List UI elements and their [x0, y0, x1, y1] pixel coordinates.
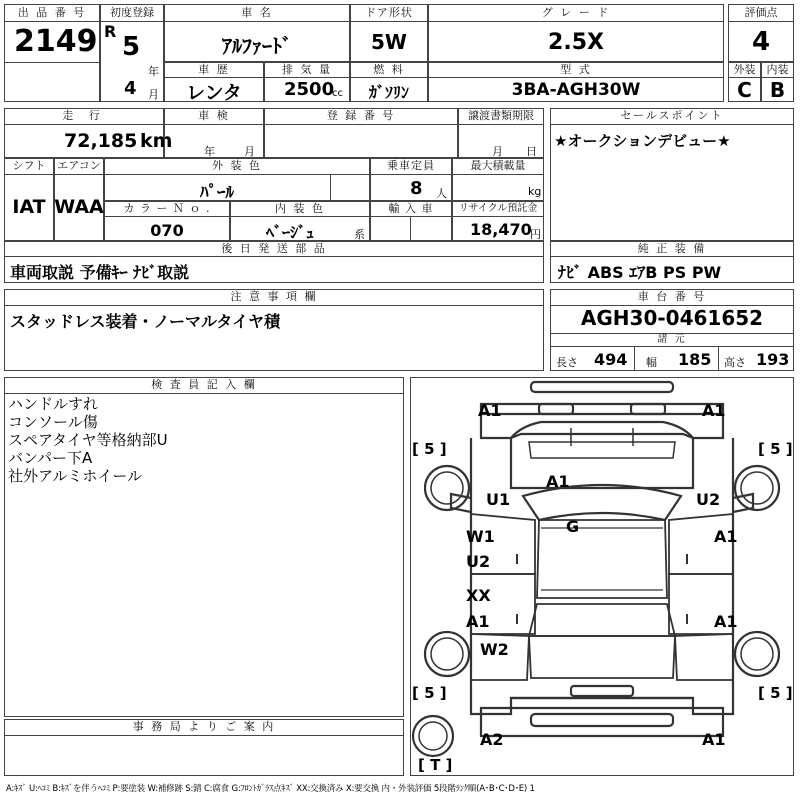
later-parts-text: 車両取説 予備ｷｰ ﾅﾋﾞ取説 [10, 263, 190, 282]
interior-grade: B [769, 78, 786, 102]
lot-number: 2149 [14, 24, 98, 59]
grade-value: 2.5X [548, 30, 604, 55]
import-label: 輸 入 車 [388, 202, 434, 215]
notes-text: スタッドレス装着・ノーマルタイヤ積 [10, 312, 281, 331]
ac-value: WAA [54, 196, 104, 218]
reg-month: 4 [124, 78, 137, 99]
mark-door-fl2: U2 [466, 552, 491, 571]
mark-spare: [ T ] [418, 756, 453, 774]
mark-door-fr: A1 [714, 527, 738, 546]
model-label: 車 名 [241, 6, 273, 19]
mark-fender-left: U1 [486, 490, 511, 509]
interior-color-value: ﾍﾞｰｼﾞｭ [265, 223, 314, 242]
sales-point-cell [550, 108, 794, 241]
height-label: 高さ [724, 356, 746, 369]
exterior-color-label: 外 装 色 [212, 159, 262, 172]
mark-tire-rr: [ 5 ] [758, 684, 793, 702]
interior-color-label: 内 装 色 [275, 202, 325, 215]
capacity-label: 乗車定員 [387, 159, 435, 172]
mark-door-rr: A1 [714, 612, 738, 631]
door-label: ドア形状 [365, 6, 413, 19]
color-no-value: 070 [150, 221, 184, 240]
recycle-value: 18,470 [470, 220, 532, 239]
grade-label: グ レ ー ド [541, 6, 611, 19]
equipment-text: ﾅﾋﾞ ABS ｴｱB PS PW [558, 263, 722, 282]
inspector-line: コンソール傷 [8, 413, 98, 431]
interior-color-unit: 系 [354, 228, 365, 241]
displacement-label: 排 気 量 [282, 63, 332, 76]
sales-point-text: ★オークションデビュー★ [554, 132, 731, 150]
mark-quarter-left: W2 [480, 640, 509, 659]
mileage-label: 走 行 [62, 109, 106, 122]
capacity-value: 8 [410, 178, 423, 199]
era: R [104, 22, 117, 41]
mark-front-left: A1 [478, 401, 502, 420]
mark-fender-right: U2 [696, 490, 721, 509]
width-label: 幅 [646, 356, 657, 369]
dims-label: 諸 元 [657, 334, 687, 345]
inspection-month-unit: 月 [244, 145, 255, 158]
capacity-unit: 人 [436, 187, 447, 200]
fuel-label: 燃 料 [373, 63, 405, 76]
displacement-unit: cc [332, 88, 343, 99]
model-name: ｱﾙﾌｧｰﾄﾞ [222, 34, 292, 58]
inspector-line: スペアタイヤ等格納部U [8, 431, 168, 449]
inspector-label: 検 査 員 記 入 欄 [151, 378, 257, 391]
shift-value: IAT [12, 196, 46, 218]
exterior-grade: C [737, 78, 752, 102]
length-value: 494 [594, 350, 628, 369]
exterior-grade-label: 外装 [733, 63, 756, 76]
history-label: 車 歴 [198, 63, 230, 76]
type-label: 型 式 [560, 63, 592, 76]
mark-front-right: A1 [702, 401, 726, 420]
office-label: 事 務 局 よ り ご 案 内 [132, 720, 276, 733]
inspection-label: 車 検 [198, 109, 230, 122]
max-load-label: 最大積載量 [470, 159, 526, 172]
mileage-unit: km [140, 130, 173, 152]
inspector-line: 社外アルミホイール [8, 467, 143, 485]
height-value: 193 [756, 350, 790, 369]
score-label: 評価点 [744, 6, 778, 19]
length-label: 長さ [556, 356, 578, 369]
inspector-line: ハンドルすれ [8, 395, 99, 413]
inspector-line: バンパー下A [8, 449, 93, 467]
notes-label: 注 意 事 項 欄 [230, 290, 318, 303]
mark-rear-right: A1 [702, 730, 726, 749]
reg-month-unit: 月 [148, 88, 159, 101]
displacement-value: 2500 [284, 79, 335, 100]
mark-hood: A1 [546, 472, 570, 491]
recycle-label: リサイクル預託金 [458, 203, 538, 214]
equipment-label: 純 正 装 備 [637, 242, 707, 255]
score-value: 4 [751, 27, 771, 57]
mark-tire-rl: [ 5 ] [412, 684, 447, 702]
legend-text: A:ｷｽﾞ U:ﾍｺﾐ B:ｷｽﾞを伴うﾍｺﾐ P:要塗装 W:補修跡 S:錆 C:腐食 G:ﾌﾛﾝﾄｶﾞﾗｽ点ｷｽﾞ XX:交換済み X:要交換 内・外装評価 5段階ﾗﾝｸ順(A･B･C･D･E) 1 [6, 784, 535, 794]
damage-diagram [410, 377, 794, 776]
type-value: 3BA-AGH30W [511, 80, 641, 100]
ac-label: エアコン [57, 159, 101, 172]
mileage-value: 72,185 [64, 130, 138, 152]
exterior-color-value: ﾊﾟｰﾙ [200, 183, 234, 203]
mark-door-fl: W1 [466, 527, 495, 546]
transfer-month-unit: 月 [492, 145, 503, 158]
reg-year: 5 [122, 32, 141, 62]
width-value: 185 [678, 350, 712, 369]
mark-roof: G [566, 517, 580, 536]
shift-label: シフト [12, 159, 46, 172]
sales-point-label: セールスポイント [620, 109, 724, 122]
max-load-unit: kg [528, 185, 542, 198]
history-value: レンタ [186, 82, 242, 104]
later-parts-label: 後 日 発 送 部 品 [221, 242, 327, 255]
mark-door-rl2: A1 [466, 612, 490, 631]
mark-rear-left: A2 [480, 730, 504, 749]
interior-grade-label: 内装 [766, 63, 789, 76]
inspector-notes [8, 395, 168, 485]
chassis-label: 車 台 番 号 [637, 290, 707, 303]
reg-year-unit: 年 [148, 65, 159, 78]
lot-number-label: 出 品 番 号 [17, 6, 87, 19]
first-registration-label: 初度登録 [110, 6, 154, 19]
mark-tire-fr: [ 5 ] [758, 440, 793, 458]
transfer-label: 譲渡書類期限 [468, 109, 534, 122]
mark-door-rl: XX [466, 586, 491, 605]
color-no-label: カ ラ ー Ｎ ｏ . [123, 202, 211, 215]
transfer-day-unit: 日 [526, 145, 537, 158]
fuel-value: ｶﾞｿﾘﾝ [368, 83, 409, 102]
chassis-number: AGH30-0461652 [580, 306, 764, 330]
inspection-year-unit: 年 [204, 145, 215, 158]
door-value: 5W [371, 30, 407, 54]
reg-number-label: 登 録 番 号 [326, 109, 396, 122]
recycle-unit: 円 [530, 228, 541, 241]
mark-tire-fl: [ 5 ] [412, 440, 447, 458]
